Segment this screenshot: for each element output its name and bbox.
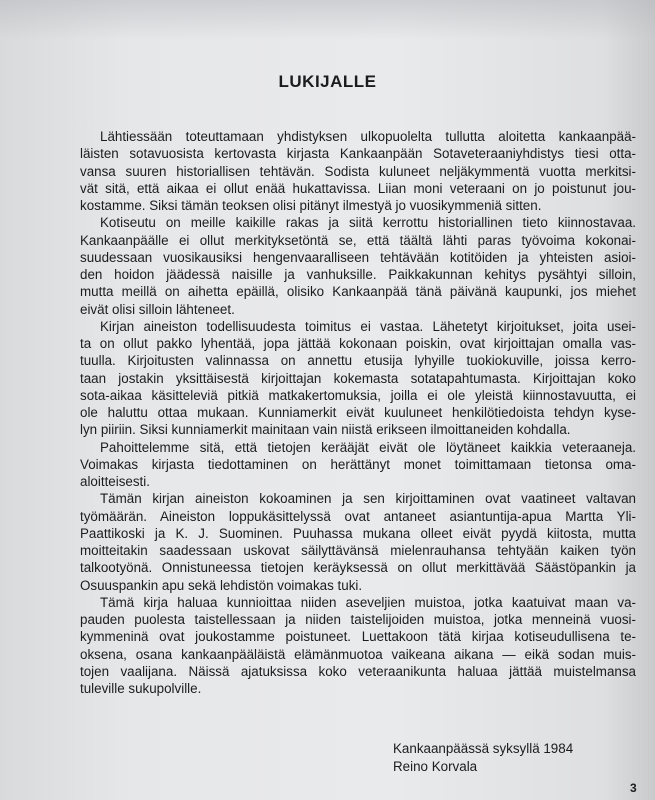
text-line: Osuuspankin apu sekä lehdistön voimakas tuki. — [80, 577, 363, 593]
text-line: moitteitakin saadessaan uskovat säilyttävänsä mielenrauhansa tehtyään kaiken työn — [80, 543, 636, 558]
text-line: suudessaan vuosikausiksi hengenvaaralliseen tehtävään kotitöiden ja yhteisten asioi- — [80, 249, 636, 265]
text-line: eivät olisi silloin lähteneet. — [80, 301, 235, 317]
paragraph — [80, 128, 636, 214]
text-line: ole haluttu ottaa mukaan. Kunniamerkit eivät kuuluneet henkilötiedoista tehdyn kyse- — [80, 405, 636, 420]
text-line: tojen vaalijana. Näissä ajatuksissa koko veteraanikunta haluaa jättää muistelmansa — [80, 663, 636, 679]
signature-place-date: Kankaanpäässä syksyllä 1984 — [393, 741, 574, 756]
text-line: taan jostakin yksittäisestä kirjoittajan kokemasta sotatapahtumasta. Kirjoittajan koko — [80, 370, 636, 386]
text-line: Kankaanpäälle ei ollut merkityksetöntä se, että täältä lähti paras työvoima kokonai- — [80, 232, 636, 248]
text-line: lyn piiriin. Siksi kunniamerkit mainitaan vain niistä erikseen ilmoittaneiden kohdalla. — [80, 422, 571, 438]
text-line: vansa suuren historiallisen tehtävän. Sodista kuluneet neljäkymmentä vuotta merkitsi- — [80, 163, 636, 179]
text-line: oksena, osana kankaanpääläistä elämänmuotoa vaikeana aikana — eikä sodan muis- — [80, 646, 636, 662]
text-line: talkootyönä. Onnistuneessa tietojen keräyksessä on ollut merkittävää Säästöpankin ja — [80, 560, 636, 576]
text-line: vät sitä, että aikaa ei ollut enää hukattavissa. Liian moni veteraani on jo poistunut jou- — [80, 180, 636, 196]
page-shadow — [0, 0, 655, 40]
text-line: tuulla. Kirjoitusten valinnassa on annettu etusija lyhyille tuokiokuville, joissa kerro- — [80, 353, 636, 369]
paragraph — [80, 594, 636, 698]
text-line: kymmeninä ovat joukostamme poistuneet. Luettakoon tätä kirjaa kotiseudullisena te- — [80, 629, 636, 645]
text-line: Voimakas kirjasta tiedottaminen on herättänyt monet toimittamaan tietonsa oma- — [80, 456, 636, 472]
text-line: työmäärän. Aineiston loppukäsittelyssä ovat antaneet asiantuntija-apua Martta Yli- — [80, 508, 636, 524]
signature-author: Reino Korvala — [393, 759, 478, 774]
text-line: Tämä kirja haluaa kunnioittaa niiden aseveljien muistoa, jotka kaatuivat maan va- — [100, 594, 636, 610]
text-line: Kirjan aineiston todellisuudesta toimitus ei vastaa. Lähetetyt kirjoitukset, joita usei- — [100, 318, 636, 334]
text-line: Pahoittelemme sitä, että tietojen kerääjät eivät ole löytäneet kaikkia veteraaneja. — [100, 439, 636, 455]
page-title: LUKIJALLE — [278, 72, 377, 91]
paragraph — [80, 439, 636, 491]
body-text — [80, 128, 636, 697]
text-line: Kotiseutu on meille kaikille rakas ja siitä kerrottu historiallinen tieto kiinnostavaa. — [100, 215, 636, 231]
text-line: aloitteisesti. — [80, 474, 150, 489]
text-line: mutta meillä on aihetta epäillä, olisiko Kankaanpää tänä päivänä kaupunki, jos miehet — [80, 284, 636, 300]
text-line: läisten sotavuosista kertovasta kirjasta Kankaanpään Sotaveteraaniyhdistys tiesi otta- — [80, 146, 636, 162]
text-line: Tämän kirjan aineiston kokoaminen ja sen kirjoittaminen ovat vaatineet valtavan — [100, 491, 636, 507]
text-line: pauden puolesta taistellessaan ja niiden taistelijoiden muistoa, jotka menneinä vuosi- — [80, 612, 636, 627]
text-line: Lähtiessään toteuttamaan yhdistyksen ulkopuolelta tullutta aloitetta kankaanpää- — [100, 129, 636, 144]
text-line: Paattikoski ja K. J. Suominen. Puuhassa mukana olleet eivät pyydä kiitosta, mutta — [80, 525, 636, 541]
paragraph — [80, 318, 636, 439]
text-line: tuleville sukupolville. — [80, 681, 202, 696]
text-line: ta on ollut pakko lyhentää, jopa jättää kokonaan poiskin, ovat kirjoittajan omalla vas- — [80, 336, 636, 351]
paragraph — [80, 490, 636, 594]
signature — [393, 740, 573, 776]
text-line: sota-aikaa käsitteleviä pitkiä matkakertomuksia, joilla ei ole yleistä kiinnostavuutta, ei — [80, 387, 636, 403]
text-line: den hoidon jäädessä naisille ja vanhuksille. Paikkakunnan kehitys pysähtyi silloin, — [80, 267, 636, 282]
text-line: kostamme. Siksi tämän teoksen olisi pitänyt ilmestyä jo vuosikymmeniä sitten. — [80, 198, 542, 213]
paragraph — [80, 214, 636, 318]
page-number: 3 — [630, 781, 637, 795]
